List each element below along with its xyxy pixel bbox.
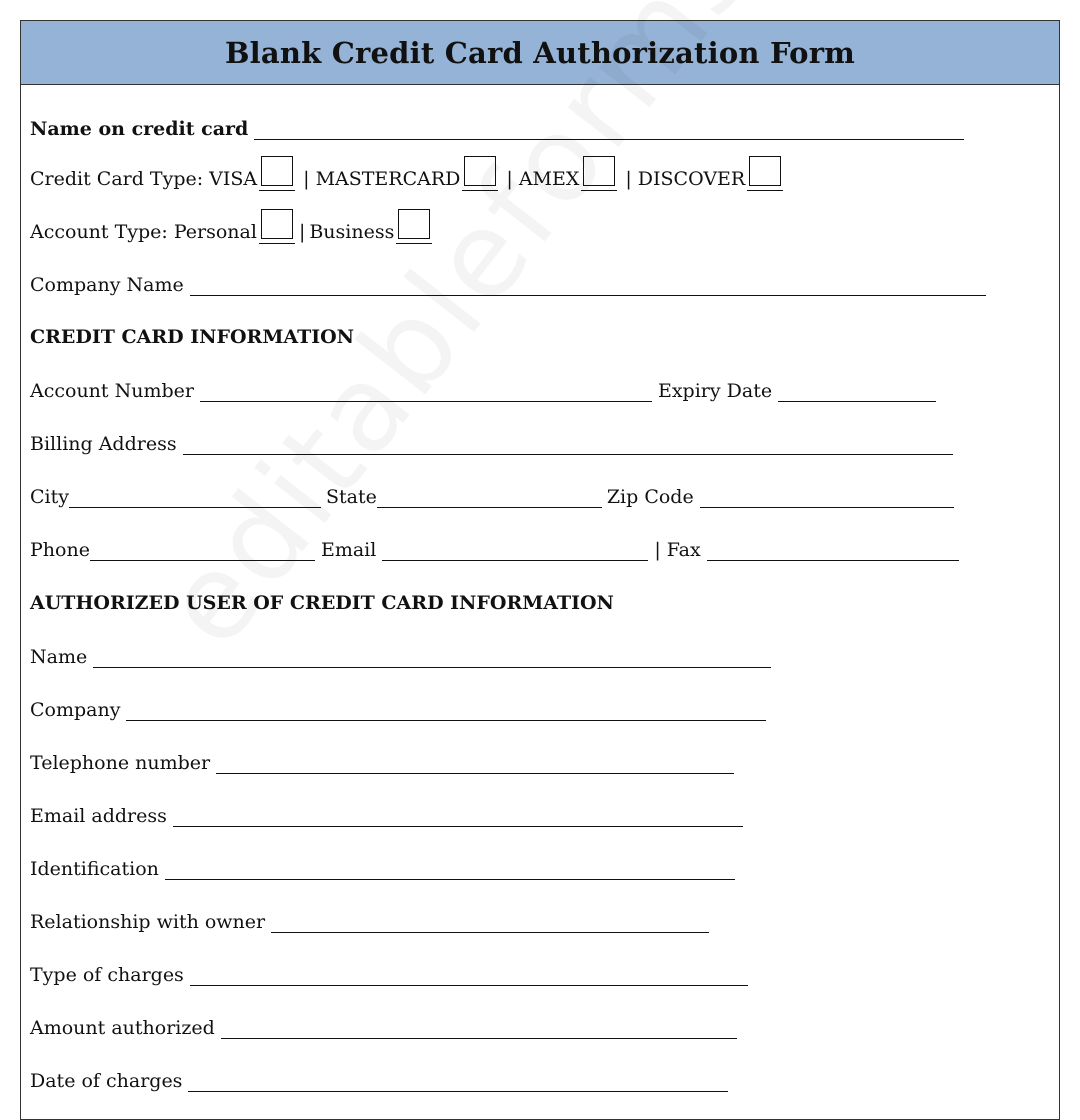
row-au-amount-authorized [30, 1011, 737, 1039]
au-company-input[interactable] [126, 700, 766, 721]
account-type-label: Account Type: Personal [30, 221, 257, 243]
account-number-label: Account Number [30, 380, 194, 402]
au-date-of-charges-label: Date of charges [30, 1070, 183, 1092]
row-city-state-zip [30, 480, 954, 508]
amex-label: AMEX [518, 168, 580, 190]
business-label: Business [309, 221, 395, 243]
zip-code-label: Zip Code [606, 486, 694, 508]
discover-checkbox[interactable] [749, 156, 781, 186]
state-input[interactable] [377, 487, 602, 508]
row-au-date-of-charges [30, 1064, 728, 1092]
expiry-date-label: Expiry Date [657, 380, 773, 402]
billing-address-label: Billing Address [30, 433, 177, 455]
row-billing-address [30, 427, 953, 455]
au-type-of-charges-label: Type of charges [30, 964, 184, 986]
au-amount-authorized-input[interactable] [221, 1018, 737, 1039]
separator: | [298, 221, 306, 243]
au-telephone-label: Telephone number [30, 752, 211, 774]
discover-label: DISCOVER [637, 168, 746, 190]
fax-label: Fax [666, 539, 701, 561]
row-au-identification [30, 852, 735, 880]
au-email-input[interactable] [173, 806, 743, 827]
card-type-label: Credit Card Type: VISA [30, 168, 258, 190]
city-label: City [30, 486, 69, 508]
separator: | [506, 168, 513, 190]
au-telephone-input[interactable] [216, 753, 734, 774]
row-au-name [30, 640, 771, 668]
separator: | [303, 168, 310, 190]
row-card-type [30, 162, 785, 190]
business-checkbox[interactable] [398, 209, 430, 239]
au-amount-authorized-label: Amount authorized [30, 1017, 215, 1039]
row-au-email [30, 799, 743, 827]
au-relationship-label: Relationship with owner [30, 911, 266, 933]
account-number-input[interactable] [200, 381, 652, 402]
name-on-card-input[interactable] [254, 119, 964, 140]
au-company-label: Company [30, 699, 121, 721]
billing-address-input[interactable] [183, 434, 953, 455]
title-bar [21, 21, 1059, 85]
visa-checkbox[interactable] [261, 156, 293, 186]
row-au-type-of-charges [30, 958, 748, 986]
company-name-label: Company Name [30, 274, 184, 296]
form-title: Blank Credit Card Authorization Form [224, 35, 856, 70]
row-account-type [30, 215, 434, 243]
phone-label: Phone [30, 539, 90, 561]
au-date-of-charges-input[interactable] [188, 1071, 728, 1092]
fax-input[interactable] [707, 540, 959, 561]
au-name-label: Name [30, 646, 88, 668]
au-email-label: Email address [30, 805, 167, 827]
row-au-relationship [30, 905, 709, 933]
row-au-company [30, 693, 766, 721]
personal-checkbox[interactable] [261, 209, 293, 239]
row-company-name [30, 268, 986, 296]
separator: | [654, 539, 661, 561]
email-input[interactable] [382, 540, 648, 561]
section-card-info: CREDIT CARD INFORMATION [30, 326, 355, 348]
row-name-on-card [30, 112, 964, 140]
city-input[interactable] [69, 487, 321, 508]
au-type-of-charges-input[interactable] [190, 965, 748, 986]
row-account-number [30, 374, 936, 402]
separator: | [625, 168, 632, 190]
phone-input[interactable] [90, 540, 315, 561]
mastercard-checkbox[interactable] [464, 156, 496, 186]
name-on-card-label: Name on credit card [30, 118, 249, 140]
au-relationship-input[interactable] [271, 912, 709, 933]
mastercard-label: MASTERCARD [315, 168, 461, 190]
zip-code-input[interactable] [700, 487, 954, 508]
amex-checkbox[interactable] [583, 156, 615, 186]
au-identification-input[interactable] [165, 859, 735, 880]
company-name-input[interactable] [190, 275, 986, 296]
row-phone-email-fax [30, 533, 959, 561]
state-label: State [325, 486, 377, 508]
expiry-date-input[interactable] [778, 381, 936, 402]
au-name-input[interactable] [93, 647, 771, 668]
row-au-telephone [30, 746, 734, 774]
email-label: Email [320, 539, 377, 561]
au-identification-label: Identification [30, 858, 159, 880]
section-authorized-user: AUTHORIZED USER OF CREDIT CARD INFORMATION [30, 592, 614, 614]
